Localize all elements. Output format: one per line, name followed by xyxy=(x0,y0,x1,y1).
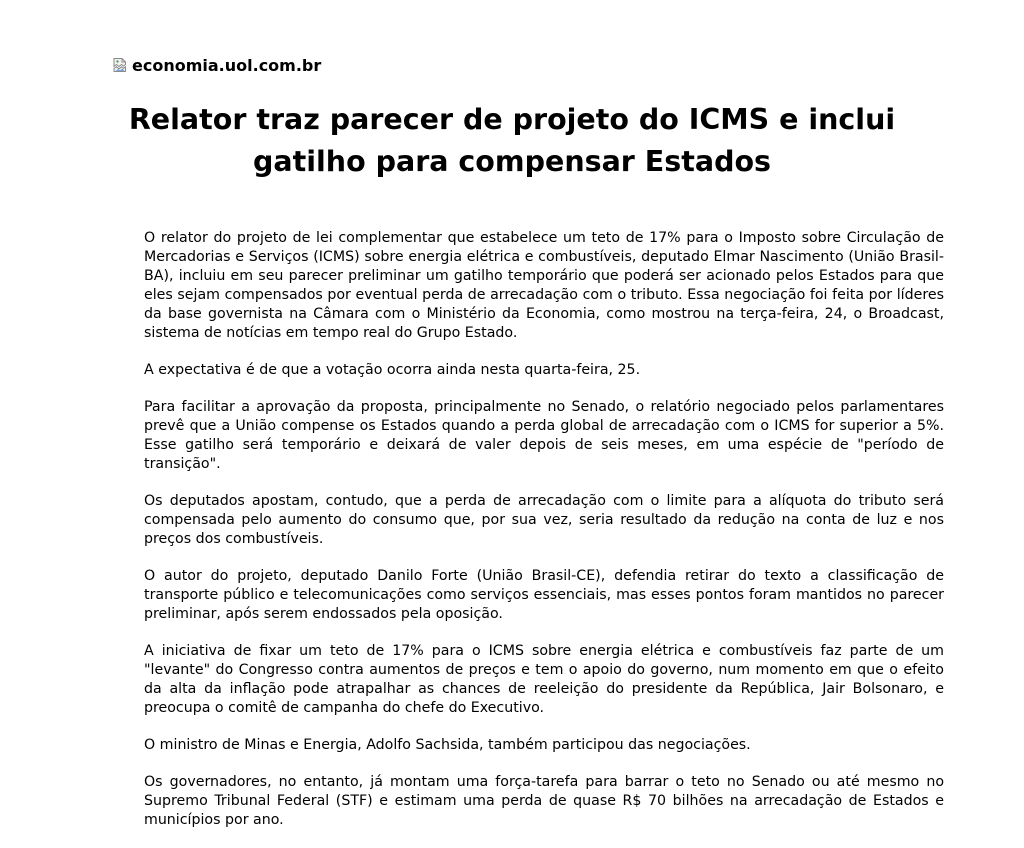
article-paragraph: O relator do projeto de lei complementar que estabelece um teto de 17% para o Imposto sobre Circulação de Mercadorias e Serviços (ICMS) sobre energia elétrica e combustíveis, deputado Elmar Nascimento (União Brasil-BA), incluiu em seu parecer preliminar um gatilho temporário que poderá ser acionado pelos Estados para que eles sejam compensados por eventual perda de arrecadação com o tributo. Essa negociação foi feita por líderes da base governista na Câmara com o Ministério da Economia, como mostrou na terça-feira, 24, o Broadcast, sistema de notícias em tempo real do Grupo Estado. xyxy=(144,230,944,341)
article-paragraph: Os governadores, no entanto, já montam uma força-tarefa para barrar o teto no Senado ou até mesmo no Supremo Tribunal Federal (STF) e estimam uma perda de quase R$ 70 bilhões na arrecadação de Estados e municípios por ano. xyxy=(144,774,944,828)
source-domain: economia.uol.com.br xyxy=(132,55,322,75)
article-paragraph: O ministro de Minas e Energia, Adolfo Sachsida, também participou das negociações. xyxy=(144,737,751,753)
article-paragraph: A iniciativa de fixar um teto de 17% para o ICMS sobre energia elétrica e combustíveis faz parte de um "levante" do Congresso contra aumentos de preços e tem o apoio do governo, num momento em que o efeito da alta da inflação pode atrapalhar as chances de reeleição do presidente da República, Jair Bolsonaro, e preocupa o comitê de campanha do chefe do Executivo. xyxy=(144,643,944,716)
source-header xyxy=(112,54,321,76)
broken-image-icon xyxy=(112,57,128,73)
article-body xyxy=(144,229,944,848)
article-paragraph: O autor do projeto, deputado Danilo Forte (União Brasil-CE), defendia retirar do texto a classificação de transporte público e telecomunicações como serviços essenciais, mas esses pontos foram mantidos no parecer preliminar, após serem endossados pela oposição. xyxy=(144,568,944,622)
article-paragraph: Os deputados apostam, contudo, que a perda de arrecadação com o limite para a alíquota do tributo será compensada pelo aumento do consumo que, por sua vez, seria resultado da redução na conta de luz e nos preços dos combustíveis. xyxy=(144,493,944,547)
article-title: Relator traz parecer de projeto do ICMS e inclui gatilho para compensar Estados xyxy=(128,103,896,178)
article-paragraph: A expectativa é de que a votação ocorra ainda nesta quarta-feira, 25. xyxy=(144,362,641,378)
article-paragraph: Para facilitar a aprovação da proposta, principalmente no Senado, o relatório negociado pelos parlamentares prevê que a União compense os Estados quando a perda global de arrecadação com o ICMS for superior a 5%. Esse gatilho será temporário e deixará de valer depois de seis meses, em uma espécie de "período de transição". xyxy=(144,399,944,472)
